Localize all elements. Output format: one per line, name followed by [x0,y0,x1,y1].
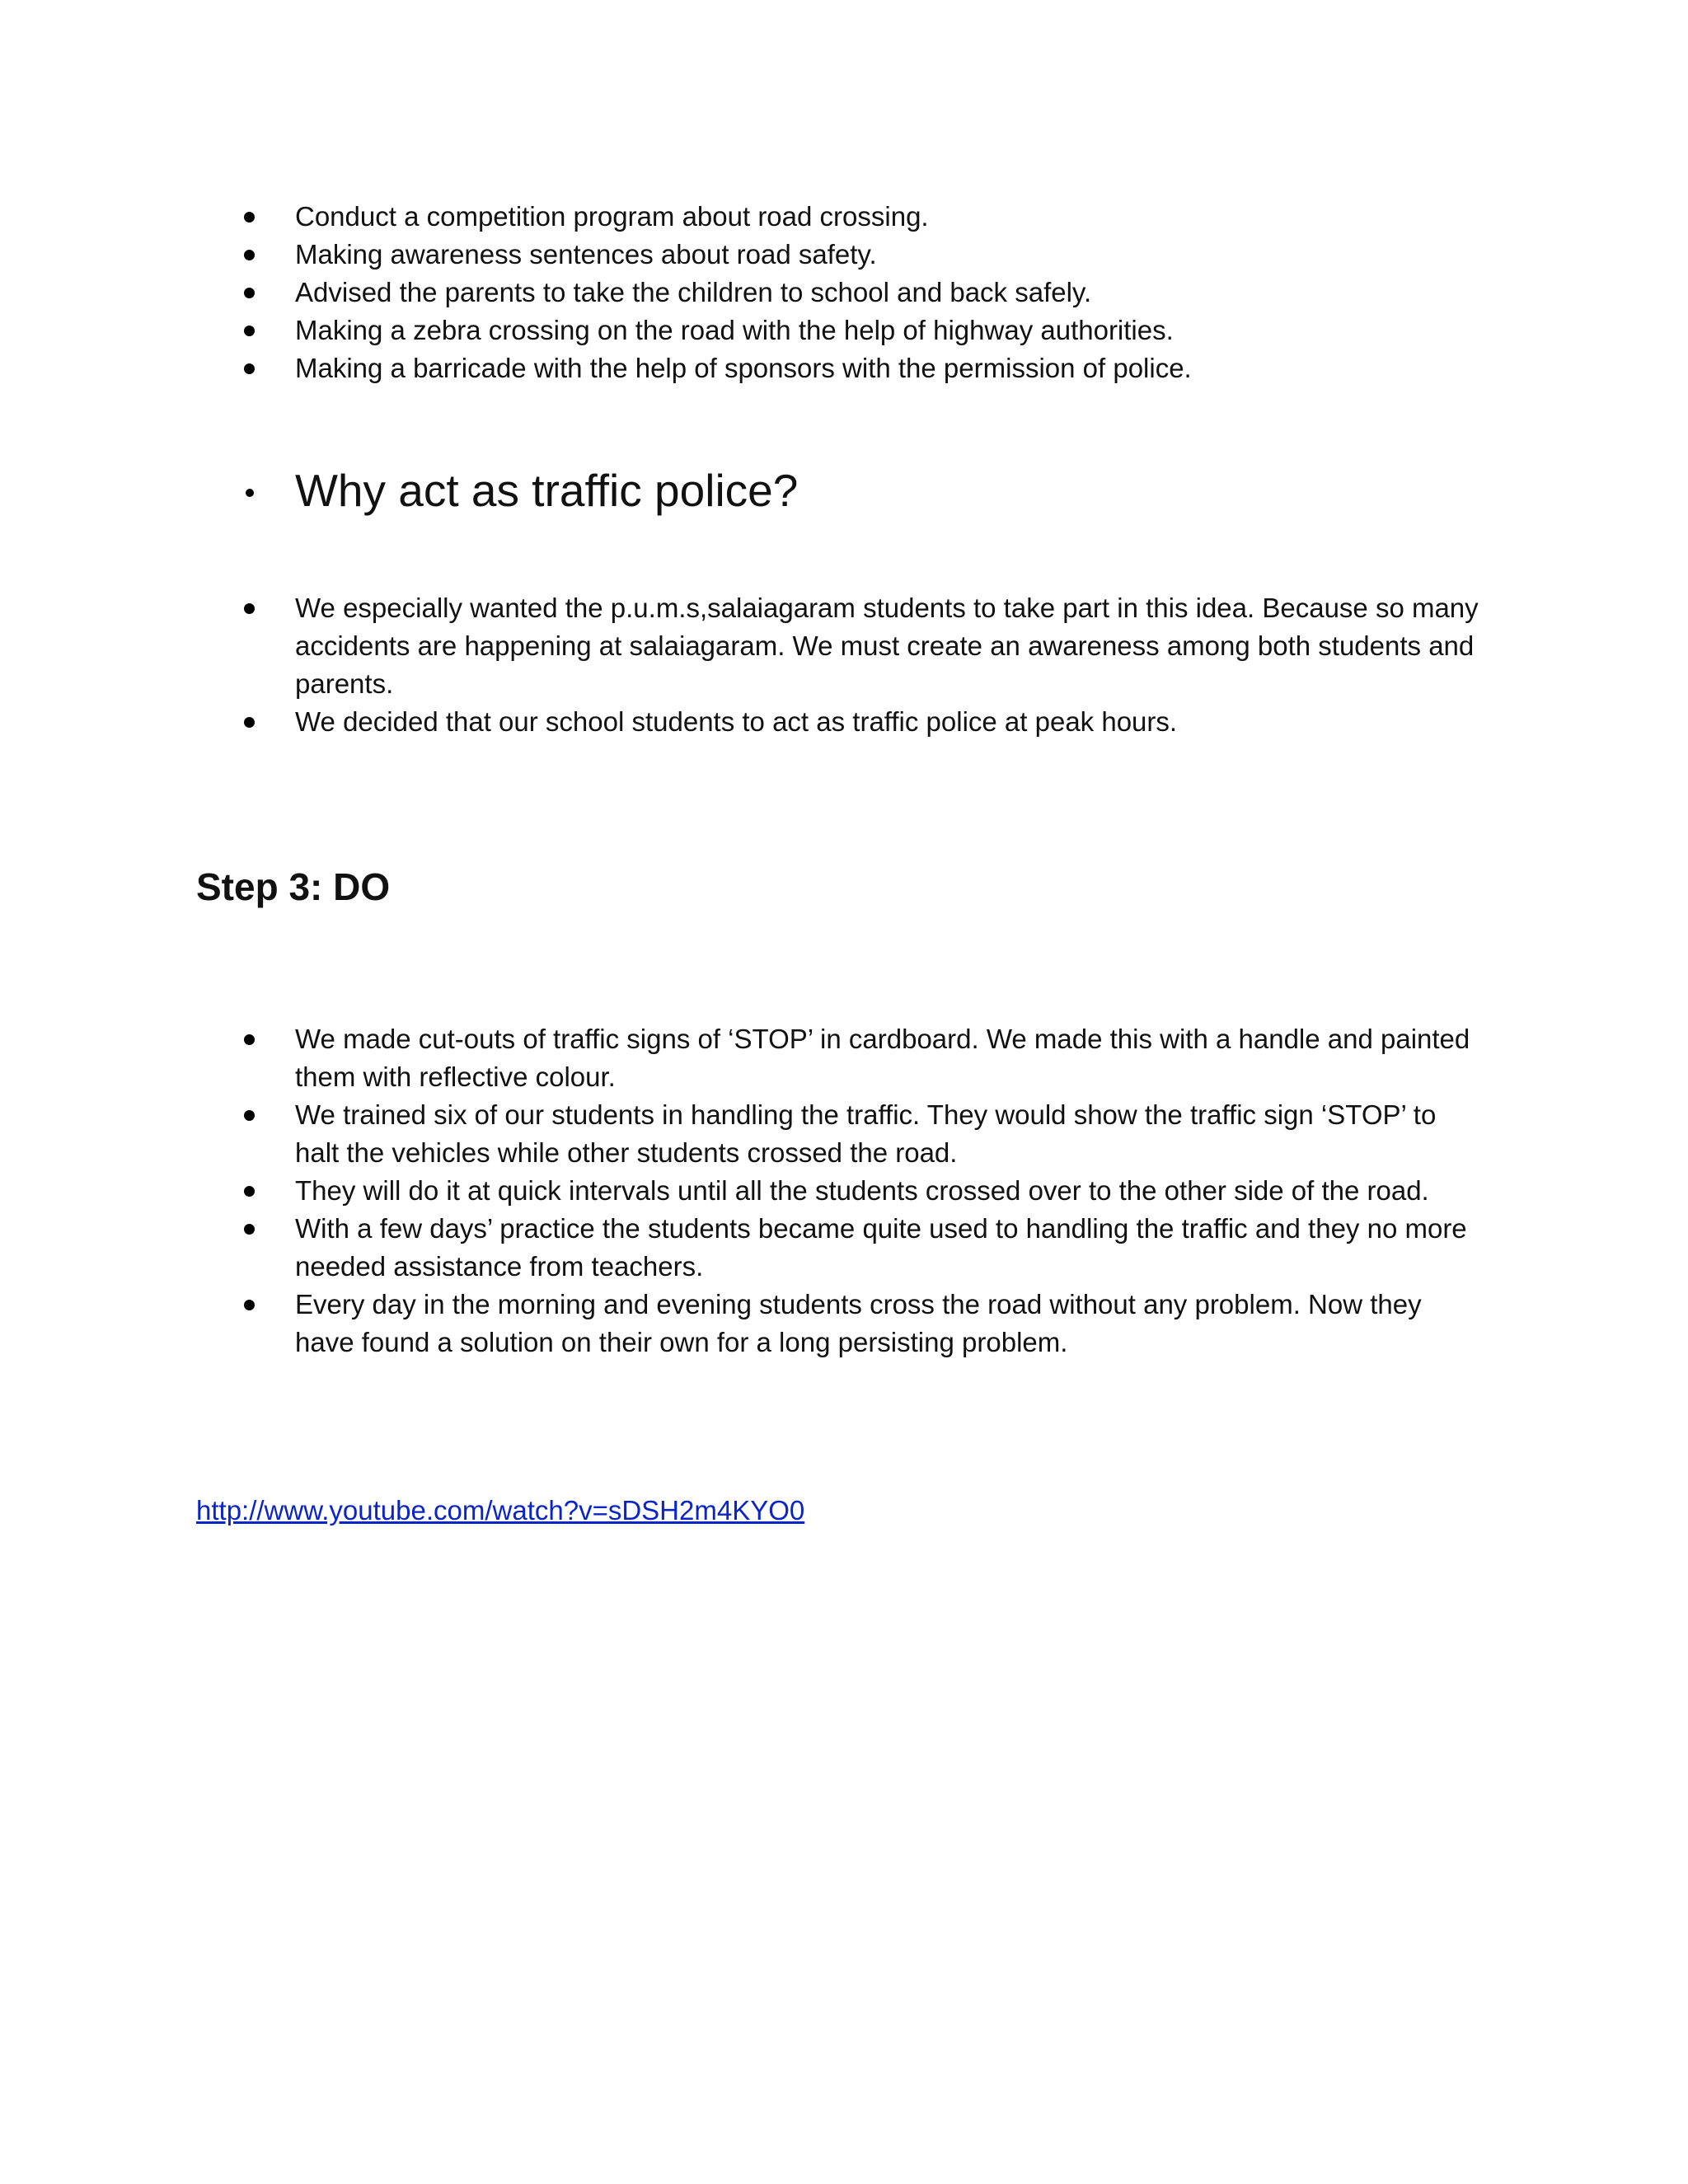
list-item-text: We made cut-outs of traffic signs of ‘STOP’ in cardboard. We made this with a handle and painted them with reflective colour. [295,1024,1470,1092]
bullet-icon [244,1300,255,1310]
list-item [0,349,1482,387]
list-item-text: We trained six of our students in handling the traffic. They would show the traffic sign ‘STOP’ to halt the vehicles while other students crossed the road. [295,1099,1437,1168]
bullet-icon [244,212,255,223]
list-item [0,703,1482,741]
list-item [0,1210,1482,1286]
bullet-icon [246,489,254,497]
list-item [0,1020,1482,1096]
list-item [0,1096,1482,1172]
bullet-icon [244,288,255,298]
list-item-text: Every day in the morning and evening students cross the road without any problem. Now they have found a solution on their own for a long persisting problem. [295,1289,1422,1357]
list-item-text: Conduct a competition program about road crossing. [295,201,929,232]
activities-list [0,198,1482,387]
youtube-link[interactable]: http://www.youtube.com/watch?v=sDSH2m4KYO0 [196,1495,805,1526]
list-item [0,236,1482,274]
list-item-text: They will do it at quick intervals until all the students crossed over to the other side of the road. [295,1175,1429,1206]
bullet-icon [244,363,255,374]
reasons-list [0,589,1482,741]
bullet-icon [244,326,255,336]
step-heading: Step 3: DO [196,865,391,908]
list-item [0,1286,1482,1361]
section-subheading [0,457,1484,523]
list-item [0,312,1482,349]
list-item-text: Making awareness sentences about road safety. [295,239,877,269]
list-item-text: We decided that our school students to act as traffic police at peak hours. [295,706,1178,737]
list-item-text: Making a zebra crossing on the road with the help of highway authorities. [295,315,1174,345]
list-item [0,198,1482,236]
bullet-icon [244,1224,255,1235]
bullet-icon [244,1110,255,1121]
list-item-text: We especially wanted the p.u.m.s,salaiagaram students to take part in this idea. Because so many accidents are happening at salaiagaram. We must create an awareness among both students and parents. [295,593,1479,699]
bullet-icon [244,717,255,728]
list-item-text: Advised the parents to take the children to school and back safely. [295,277,1092,307]
do-steps-list [0,1020,1482,1361]
list-item-text: Making a barricade with the help of sponsors with the permission of police. [295,353,1192,383]
bullet-icon [244,250,255,260]
list-item [0,589,1482,703]
list-item [0,274,1482,312]
subheading-text: Why act as traffic police? [295,465,799,516]
bullet-icon [244,1186,255,1197]
list-item [0,1172,1482,1210]
bullet-icon [244,1034,255,1045]
bullet-icon [244,603,255,614]
list-item-text: With a few days’ practice the students became quite used to handling the traffic and they no more needed assistance from teachers. [295,1213,1467,1282]
